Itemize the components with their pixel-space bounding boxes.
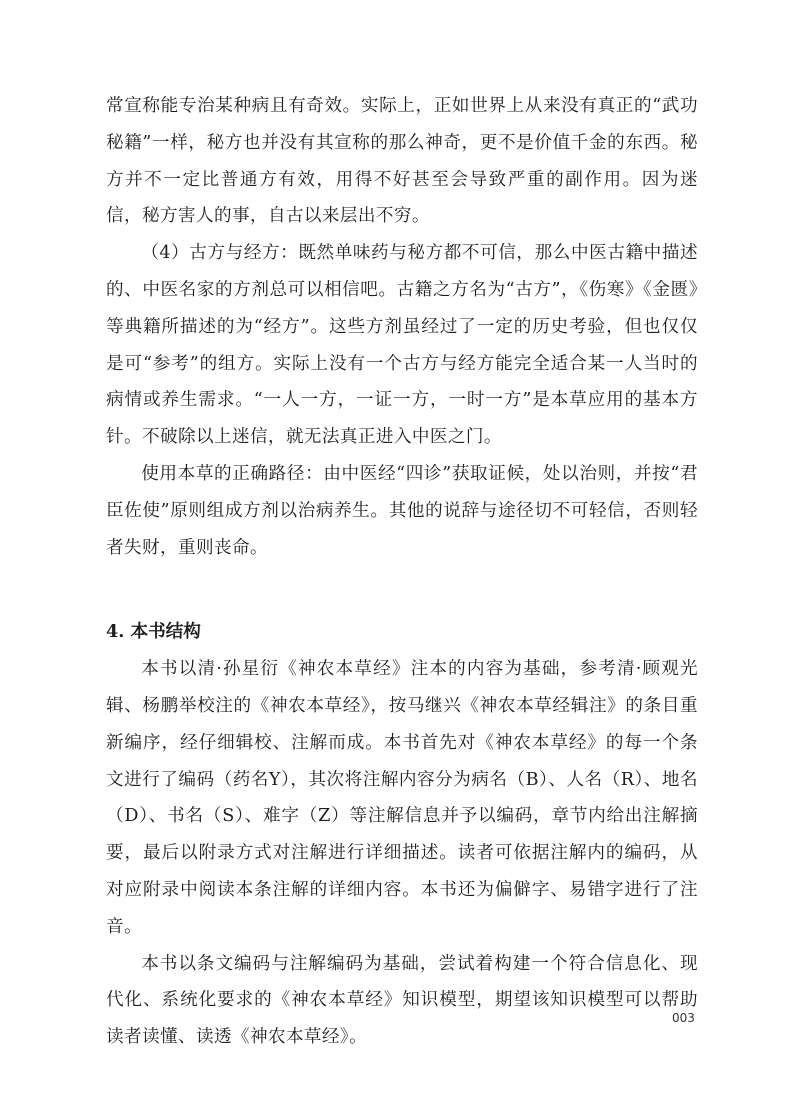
paragraph-book-structure: 本书以清·孙星衍《神农本草经》注本的内容为基础，参考清·顾观光辑、杨鹏举校注的《神农本草经》，按马继兴《神农本草经辑注》的条目重新编序，经仔细辑校、注解而成。本书首先对《神农本草经》的每一个条文进行了编码（药名Y），其次将注解内容分为病名（B）、人名（R）、地名（D）、书名（S）、难字（Z）等注解信息并予以编码，章节内给出注解摘要，最后以附录方式对注解进行详细描述。读者可依据注解内的编码，从对应附录中阅读本条注解的详细内容。本书还为偏僻字、易错字进行了注音。 [106, 659, 698, 937]
body-text [106, 88, 698, 1056]
paragraph-secret-recipe: 常宣称能专治某种病且有奇效。实际上，正如世界上从来没有真正的“武功秘籍”一样，秘方也并没有其宣称的那么神奇，更不是价值千金的东西。秘方并不一定比普通方有效，用得不好甚至会导致严重的副作用。因为迷信，秘方害人的事，自古以来层出不穷。 [106, 96, 698, 227]
section-heading: 4. 本书结构 [106, 621, 201, 643]
paragraph-knowledge-model: 本书以条文编码与注解编码为基础，尝试着构建一个符合信息化、现代化、系统化要求的《神农本草经》知识模型，期望该知识模型可以帮助读者读懂、读透《神农本草经》。 [106, 953, 698, 1048]
paragraph-correct-path: 使用本草的正确路径：由中医经“四诊”获取证候，处以治则，并按“君臣佐使”原则组成方剂以治病养生。其他的说辞与途径切不可轻信，否则轻者失财，重则丧命。 [106, 463, 698, 558]
paragraph-ancient-classic-formulas: （4）古方与经方：既然单味药与秘方都不可信，那么中医古籍中描述的、中医名家的方剂总可以相信吧。古籍之方名为“古方”，《伤寒》《金匮》等典籍所描述的为“经方”。这些方剂虽经过了一定的历史考验，但也仅仅是可“参考”的组方。实际上没有一个古方与经方能完全适合某一人当时的病情或养生需求。“一人一方，一证一方，一时一方”是本草应用的基本方针。不破除以上迷信，就无法真正进入中医之门。 [106, 243, 698, 448]
page-number: 003 [672, 1011, 695, 1025]
section-spacer [106, 566, 698, 614]
